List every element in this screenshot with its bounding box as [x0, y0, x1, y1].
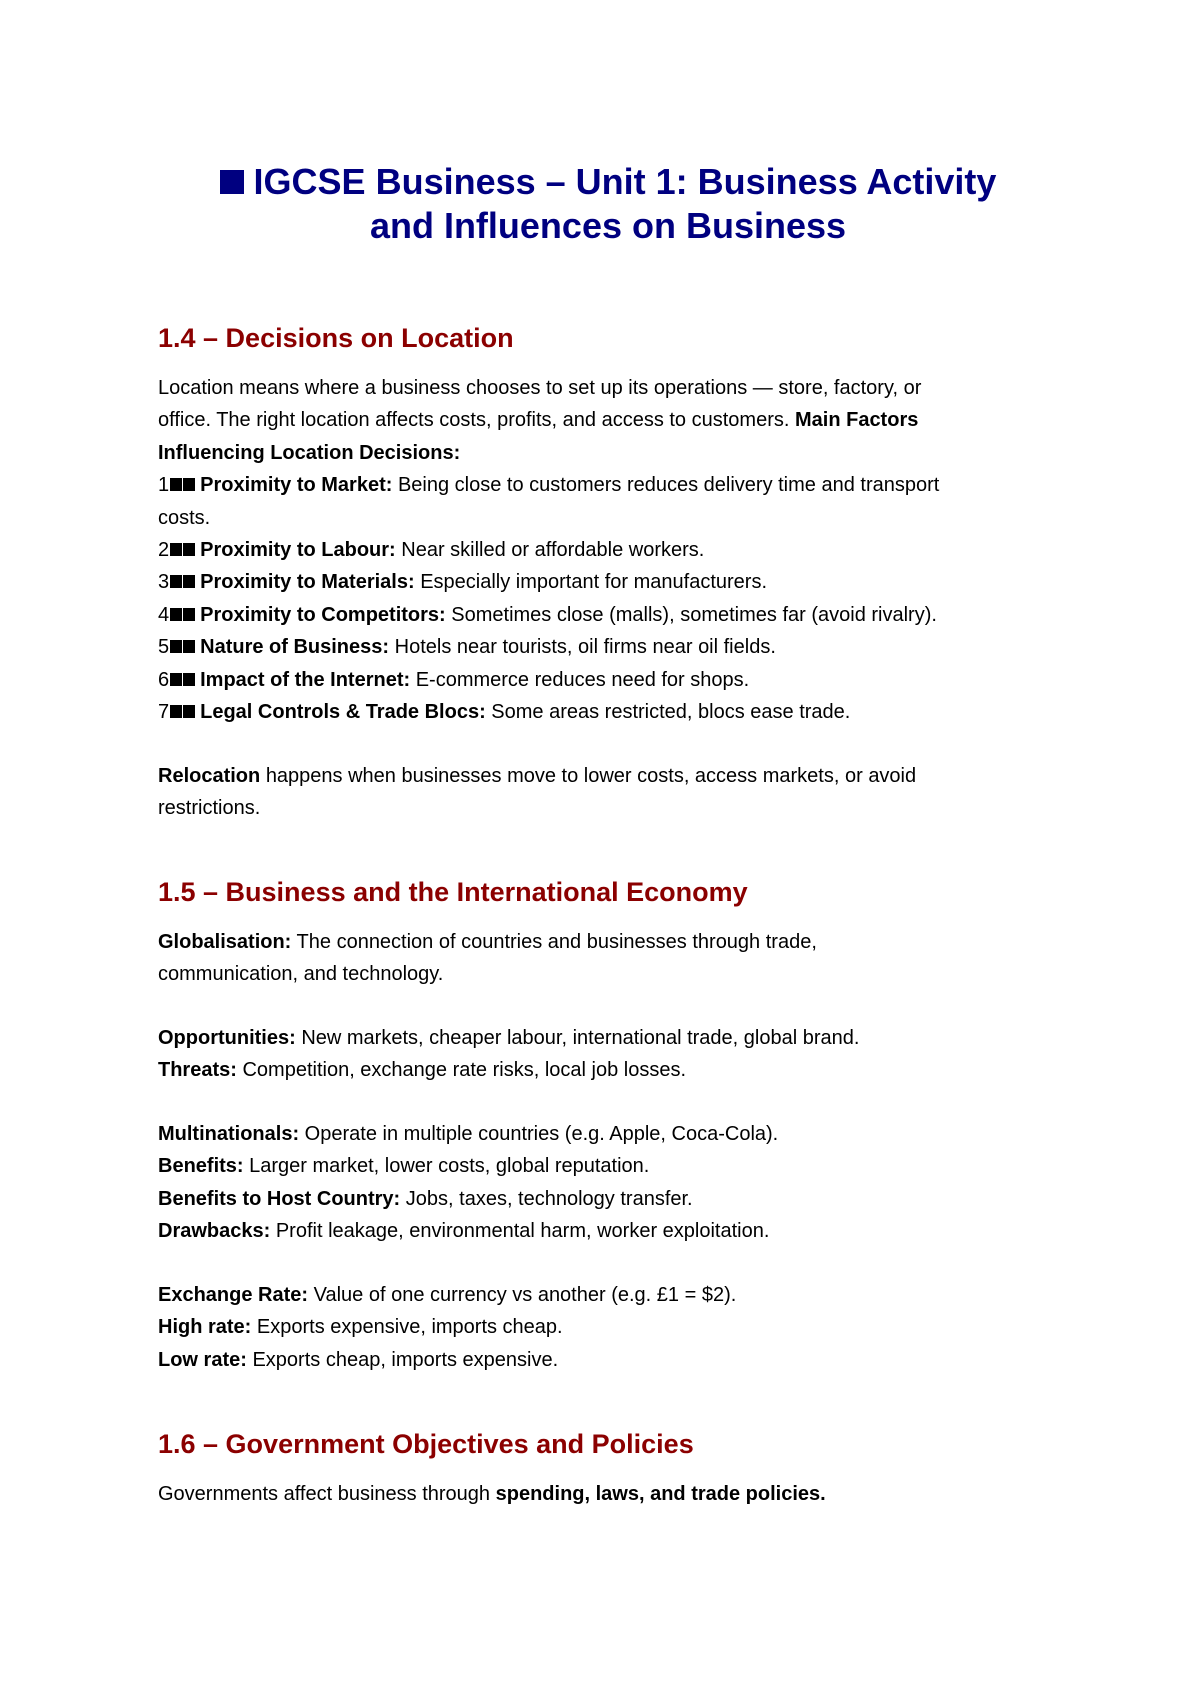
intro-line-2: [158, 404, 1058, 436]
keycap-box-icon: [183, 608, 195, 621]
factor-number: 1: [158, 474, 170, 497]
main-factors-label-1: Main Factors: [794, 409, 919, 432]
factor-item: [158, 469, 1058, 501]
multinationals-paragraph: [158, 1118, 1058, 1248]
keycap-box-icon: [170, 478, 182, 491]
host-benefits-text: Jobs, taxes, technology transfer.: [405, 1187, 693, 1210]
drawbacks-line: [158, 1215, 1058, 1247]
globalisation-term: Globalisation:: [158, 931, 292, 953]
government-intro-end: .: [820, 1483, 826, 1505]
relocation-term: Relocation: [158, 765, 261, 787]
drawbacks-term: Drawbacks:: [158, 1220, 271, 1243]
government-intro-text: Governments affect business through: [158, 1483, 491, 1505]
keycap-box-icon: [183, 673, 195, 686]
factor-text: Some areas restricted, blocs ease trade.: [491, 701, 851, 724]
factor-text: Being close to customers reduces delivery time and transport: [397, 474, 940, 497]
title-line-2: and Influences on Business: [369, 205, 847, 246]
exchange-rate-text: Value of one currency vs another (e.g. £1 = $2).: [313, 1284, 737, 1306]
factor-number: 5: [158, 636, 170, 659]
keycap-box-icon: [183, 640, 195, 653]
opportunities-text: New markets, cheaper labour, international trade, global brand.: [301, 1027, 860, 1049]
section-1-4-heading: 1.4 – Decisions on Location: [158, 323, 514, 353]
factor-item: [158, 599, 1058, 631]
factor-item: [158, 631, 1058, 663]
factor-text: E-commerce reduces need for shops.: [415, 668, 750, 691]
globalisation-text: The connection of countries and businesses through trade,: [296, 931, 817, 953]
intro-line-2-text: office. The right location affects costs, profits, and access to customers.: [158, 409, 790, 432]
keycap-box-icon: [170, 705, 182, 718]
benefits-text: Larger market, lower costs, global reputation.: [249, 1155, 650, 1178]
multinationals-term: Multinationals:: [158, 1123, 300, 1145]
factor-label: Proximity to Materials:: [200, 571, 415, 594]
keycap-box-icon: [170, 575, 182, 588]
section-1-6-body: [158, 1478, 1058, 1510]
opportunities-line: [158, 1022, 1058, 1054]
factor-text: Hotels near tourists, oil firms near oil fields.: [394, 636, 776, 659]
factor-text: Especially important for manufacturers.: [420, 571, 768, 594]
keycap-box-icon: [183, 575, 195, 588]
section-1-6-heading: 1.6 – Government Objectives and Policies: [158, 1429, 694, 1459]
keycap-box-icon: [170, 543, 182, 556]
threats-term: Threats:: [158, 1059, 237, 1082]
host-benefits-term: Benefits to Host Country:: [158, 1187, 401, 1210]
multinationals-line: [158, 1118, 1058, 1150]
factor-item: [158, 696, 1058, 728]
factor-label: Legal Controls & Trade Blocs:: [200, 701, 486, 724]
factor-label: Impact of the Internet:: [200, 668, 411, 691]
title-line-1: IGCSE Business – Unit 1: Business Activity: [253, 161, 997, 202]
globalisation-paragraph: [158, 926, 1058, 991]
exchange-rate-line: [158, 1279, 1058, 1311]
multinationals-text: Operate in multiple countries (e.g. Apple, Coca-Cola).: [304, 1123, 779, 1145]
factor-item: [158, 534, 1058, 566]
relocation-paragraph: [158, 760, 1058, 825]
host-benefits-line: [158, 1183, 1058, 1215]
title-square-icon: [220, 170, 244, 194]
section-1-5-heading: 1.5 – Business and the International Economy: [158, 877, 748, 907]
keycap-box-icon: [170, 640, 182, 653]
relocation-text: happens when businesses move to lower costs, access markets, or avoid: [265, 765, 917, 787]
factor-label: Nature of Business:: [200, 636, 390, 659]
intro-line-1: Location means where a business chooses to set up its operations — store, factory, or: [158, 377, 922, 399]
exchange-rate-paragraph: [158, 1279, 1058, 1376]
drawbacks-text: Profit leakage, environmental harm, worker exploitation.: [275, 1220, 770, 1243]
factor-text: Sometimes close (malls), sometimes far (avoid rivalry).: [451, 603, 937, 626]
keycap-box-icon: [183, 705, 195, 718]
benefits-term: Benefits:: [158, 1155, 244, 1178]
exchange-rate-term: Exchange Rate:: [158, 1284, 309, 1306]
keycap-box-icon: [170, 673, 182, 686]
keycap-box-icon: [170, 608, 182, 621]
opportunities-term: Opportunities:: [158, 1027, 296, 1049]
government-intro-bold: spending, laws, and trade policies: [495, 1483, 821, 1505]
high-rate-line: [158, 1311, 1058, 1343]
keycap-box-icon: [183, 478, 195, 491]
keycap-box-icon: [183, 543, 195, 556]
factor-item: [158, 664, 1058, 696]
benefits-line: [158, 1150, 1058, 1182]
main-factors-label-line: [158, 437, 1058, 469]
high-rate-term: High rate:: [158, 1316, 252, 1339]
low-rate-term: Low rate:: [158, 1348, 247, 1371]
globalisation-line-1: [158, 926, 1058, 958]
globalisation-line-2: communication, and technology.: [158, 963, 444, 986]
opportunities-threats-paragraph: [158, 1022, 1058, 1087]
threats-line: [158, 1054, 1058, 1086]
high-rate-text: Exports expensive, imports cheap.: [256, 1316, 563, 1339]
factor-label: Proximity to Market:: [200, 474, 393, 497]
factor-label: Proximity to Competitors:: [200, 603, 446, 626]
document-title: [158, 160, 1058, 248]
main-factors-label-2: Influencing Location Decisions:: [158, 441, 461, 464]
relocation-line-2: restrictions.: [158, 797, 261, 820]
factor-number: 6: [158, 668, 170, 691]
factor-text: Near skilled or affordable workers.: [401, 539, 705, 562]
factor-number: 4: [158, 603, 170, 626]
relocation-line-1: [158, 760, 1058, 792]
factor-item: [158, 566, 1058, 598]
factor-number: 3: [158, 571, 170, 594]
government-intro-line: [158, 1478, 1058, 1510]
factor-item-continuation: costs.: [158, 506, 211, 529]
factor-label: Proximity to Labour:: [200, 539, 396, 562]
factor-number: 7: [158, 701, 170, 724]
factor-number: 2: [158, 539, 170, 562]
low-rate-text: Exports cheap, imports expensive.: [252, 1348, 559, 1371]
section-1-4-body: [158, 372, 1058, 728]
low-rate-line: [158, 1344, 1058, 1376]
threats-text: Competition, exchange rate risks, local job losses.: [242, 1059, 687, 1082]
